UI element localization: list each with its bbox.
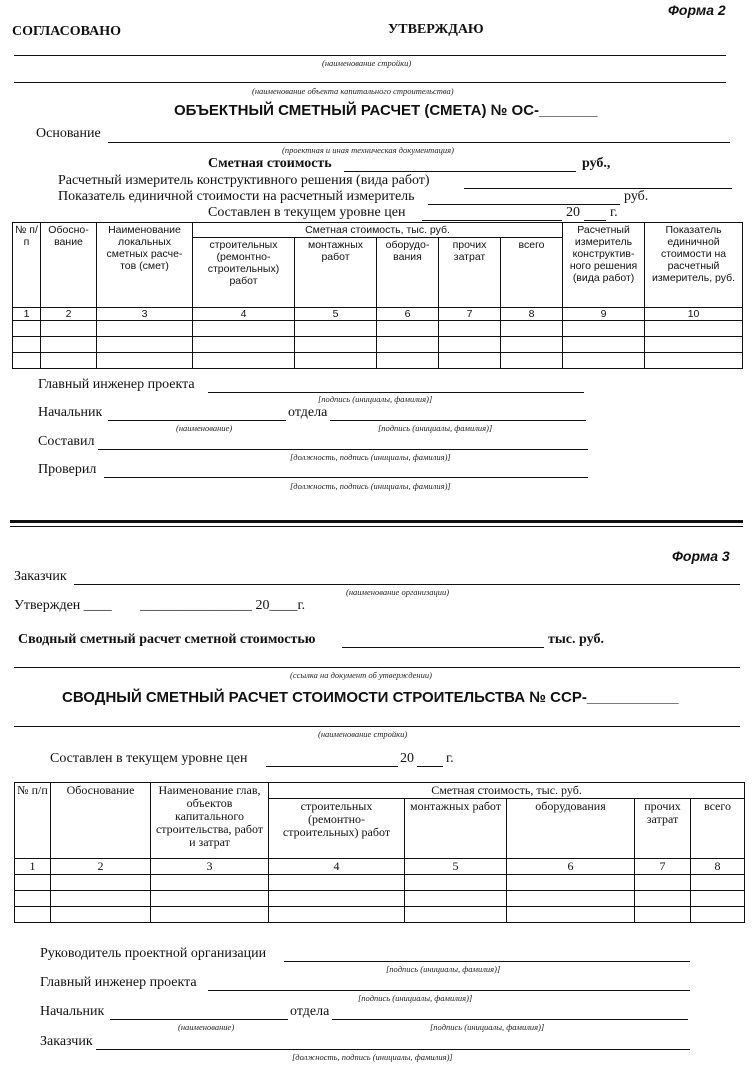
column-number-row <box>15 859 745 875</box>
approval-reference-caption: (ссылка на документ об утверждении) <box>290 670 432 680</box>
department-label: отдела <box>288 405 328 420</box>
col-header-basis: Обоснование <box>51 783 151 859</box>
col-header-total: всего <box>501 238 563 308</box>
basis-label: Основание <box>36 126 101 141</box>
form3-compiled-year: 20 <box>400 751 414 766</box>
form3-customer-sign-label: Заказчик <box>40 1034 93 1049</box>
summary-estimate-table <box>14 782 745 923</box>
form-separator-thick <box>10 520 743 523</box>
summary-cost-label: Сводный сметный расчет сметной стоимостью <box>18 632 316 647</box>
column-number: 5 <box>405 859 507 875</box>
object-name-caption: (наименование объекта капитального строительства) <box>252 86 454 96</box>
form2-title: ОБЪЕКТНЫЙ СМЕТНЫЙ РАСЧЕТ (СМЕТА) № ОС-_______ <box>174 102 598 119</box>
compiled-price-label: Составлен в текущем уровне цен <box>208 205 406 220</box>
column-number: 8 <box>501 308 563 321</box>
summary-cost-unit: тыс. руб. <box>548 632 604 647</box>
column-number: 2 <box>41 308 97 321</box>
col-header-meter: Расчетный измеритель конструктив-ного решения (вида работ) <box>563 223 645 308</box>
compiled-date-line[interactable] <box>422 220 562 221</box>
col-header-basis: Обосно-вание <box>41 223 97 308</box>
table-row[interactable] <box>15 891 745 907</box>
meter-line[interactable] <box>464 188 732 189</box>
estimate-cost-label: Сметная стоимость <box>208 156 332 171</box>
column-number: 8 <box>691 859 745 875</box>
customer-name-caption: (наименование организации) <box>346 587 450 597</box>
unit-cost-label: Показатель единичной стоимости на расчетный измеритель <box>58 189 415 204</box>
column-number-row <box>13 308 743 321</box>
col-header-total: всего <box>691 799 745 859</box>
form3-chief-engineer-caption: [подпись (инициалы, фамилия)] <box>358 993 473 1003</box>
column-number: 6 <box>377 308 439 321</box>
head-of-organization-line[interactable] <box>284 961 690 962</box>
col-header-cost-group: Сметная стоимость, тыс. руб. <box>269 783 745 799</box>
department-name-line[interactable] <box>108 420 286 421</box>
form3-construction-line[interactable] <box>14 726 740 727</box>
col-header-unit-cost: Показатель единичной стоимости на расчетный измеритель, руб. <box>645 223 743 308</box>
compiled-by-caption: [должность, подпись (инициалы, фамилия)] <box>290 452 451 462</box>
agreed-heading: СОГЛАСОВАНО <box>12 24 121 39</box>
customer-label: Заказчик <box>14 569 67 584</box>
form3-chief-engineer-line[interactable] <box>208 990 690 991</box>
form3-label: Форма 3 <box>672 548 730 564</box>
column-number: 1 <box>15 859 51 875</box>
form3-department-label: отдела <box>290 1004 330 1019</box>
col-header-number: № п/п <box>15 783 51 859</box>
compiled-year: 20 <box>566 205 580 220</box>
compiled-year-line[interactable] <box>584 220 606 221</box>
compiled-year-suffix: г. <box>610 205 618 220</box>
chief-engineer-label: Главный инженер проекта <box>38 377 195 392</box>
head-of-organization-label: Руководитель проектной организации <box>40 946 267 961</box>
column-number: 3 <box>97 308 193 321</box>
col-header-other-costs: прочих затрат <box>439 238 501 308</box>
col-header-installation-works: монтажных работ <box>405 799 507 859</box>
column-number: 7 <box>635 859 691 875</box>
col-header-number: № п/п <box>13 223 41 308</box>
object-estimate-table <box>12 222 743 369</box>
col-header-installation-works: монтажных работ <box>295 238 377 308</box>
form3-department-name-caption: (наименование) <box>178 1022 235 1032</box>
head-label: Начальник <box>38 405 103 420</box>
col-header-name: Наименование глав, объектов капитального строительства, работ и затрат <box>151 783 269 859</box>
summary-cost-line[interactable] <box>342 647 544 648</box>
unit-cost-unit: руб. <box>624 189 649 204</box>
column-number: 9 <box>563 308 645 321</box>
table-row[interactable] <box>13 353 743 369</box>
column-number: 2 <box>51 859 151 875</box>
department-name-caption: (наименование) <box>176 423 233 433</box>
table-row[interactable] <box>13 321 743 337</box>
approval-reference-line[interactable] <box>14 667 740 668</box>
form-separator-thin <box>10 526 743 527</box>
head-of-organization-caption: [подпись (инициалы, фамилия)] <box>386 964 501 974</box>
col-header-equipment: оборудования <box>507 799 635 859</box>
form3-chief-engineer-label: Главный инженер проекта <box>40 975 197 990</box>
table-row[interactable] <box>15 875 745 891</box>
form3-head-sign-line[interactable] <box>332 1019 688 1020</box>
head-sign-line[interactable] <box>330 420 586 421</box>
head-sign-caption: [подпись (инициалы, фамилия)] <box>378 423 493 433</box>
form3-customer-sign-line[interactable] <box>96 1049 690 1050</box>
col-header-name: Наименование локальных сметных расче-тов (смет) <box>97 223 193 308</box>
approved-label: Утвержден ____ <box>14 598 112 613</box>
construction-name-line[interactable] <box>14 55 726 56</box>
column-number: 4 <box>269 859 405 875</box>
form3-compiled-year-suffix: г. <box>446 751 454 766</box>
approved-date: ________________ 20____г. <box>140 598 306 613</box>
col-header-building-works: строительных (ремонтно-строительных) работ <box>269 799 405 859</box>
column-number: 5 <box>295 308 377 321</box>
approve-heading: УТВЕРЖДАЮ <box>388 22 484 37</box>
form3-compiled-label: Составлен в текущем уровне цен <box>50 751 248 766</box>
form3-department-name-line[interactable] <box>110 1019 288 1020</box>
meter-label: Расчетный измеритель конструктивного решения (вида работ) <box>58 173 430 188</box>
table-row[interactable] <box>13 337 743 353</box>
form3-head-label: Начальник <box>40 1004 105 1019</box>
form3-title: СВОДНЫЙ СМЕТНЫЙ РАСЧЕТ СТОИМОСТИ СТРОИТЕЛЬСТВА № ССР-___________ <box>62 689 679 706</box>
compiled-by-label: Составил <box>38 434 95 449</box>
construction-name-caption: (наименование стройки) <box>322 58 412 68</box>
checked-by-label: Проверил <box>38 462 97 477</box>
col-header-cost-group: Сметная стоимость, тыс. руб. <box>193 223 563 238</box>
checked-by-caption: [должность, подпись (инициалы, фамилия)] <box>290 481 451 491</box>
chief-engineer-caption: [подпись (инициалы, фамилия)] <box>318 394 433 404</box>
chief-engineer-sign-line[interactable] <box>208 392 584 393</box>
object-name-line[interactable] <box>14 82 726 83</box>
col-header-other-costs: прочих затрат <box>635 799 691 859</box>
col-header-building-works: строительных (ремонтно-строительных) работ <box>193 238 295 308</box>
basis-line[interactable] <box>108 142 730 143</box>
form3-construction-caption: (наименование стройки) <box>318 729 408 739</box>
column-number: 1 <box>13 308 41 321</box>
column-number: 7 <box>439 308 501 321</box>
form3-head-sign-caption: [подпись (инициалы, фамилия)] <box>430 1022 545 1032</box>
estimate-cost-unit: руб., <box>582 156 611 171</box>
table-row[interactable] <box>15 907 745 923</box>
customer-name-line[interactable] <box>74 584 740 585</box>
basis-caption: (проектная и иная техническая документация) <box>282 145 454 155</box>
form2-label: Форма 2 <box>668 2 726 18</box>
form3-compiled-date-line[interactable] <box>266 766 398 767</box>
estimate-cost-line[interactable] <box>344 171 576 172</box>
column-number: 3 <box>151 859 269 875</box>
form3-compiled-year-line[interactable] <box>417 766 443 767</box>
col-header-equipment: оборудо-вания <box>377 238 439 308</box>
column-number: 4 <box>193 308 295 321</box>
form3-customer-sign-caption: [должность, подпись (инициалы, фамилия)] <box>292 1052 453 1062</box>
compiled-by-line[interactable] <box>98 449 588 450</box>
checked-by-line[interactable] <box>104 477 588 478</box>
column-number: 6 <box>507 859 635 875</box>
unit-cost-line[interactable] <box>428 204 620 205</box>
column-number: 10 <box>645 308 743 321</box>
